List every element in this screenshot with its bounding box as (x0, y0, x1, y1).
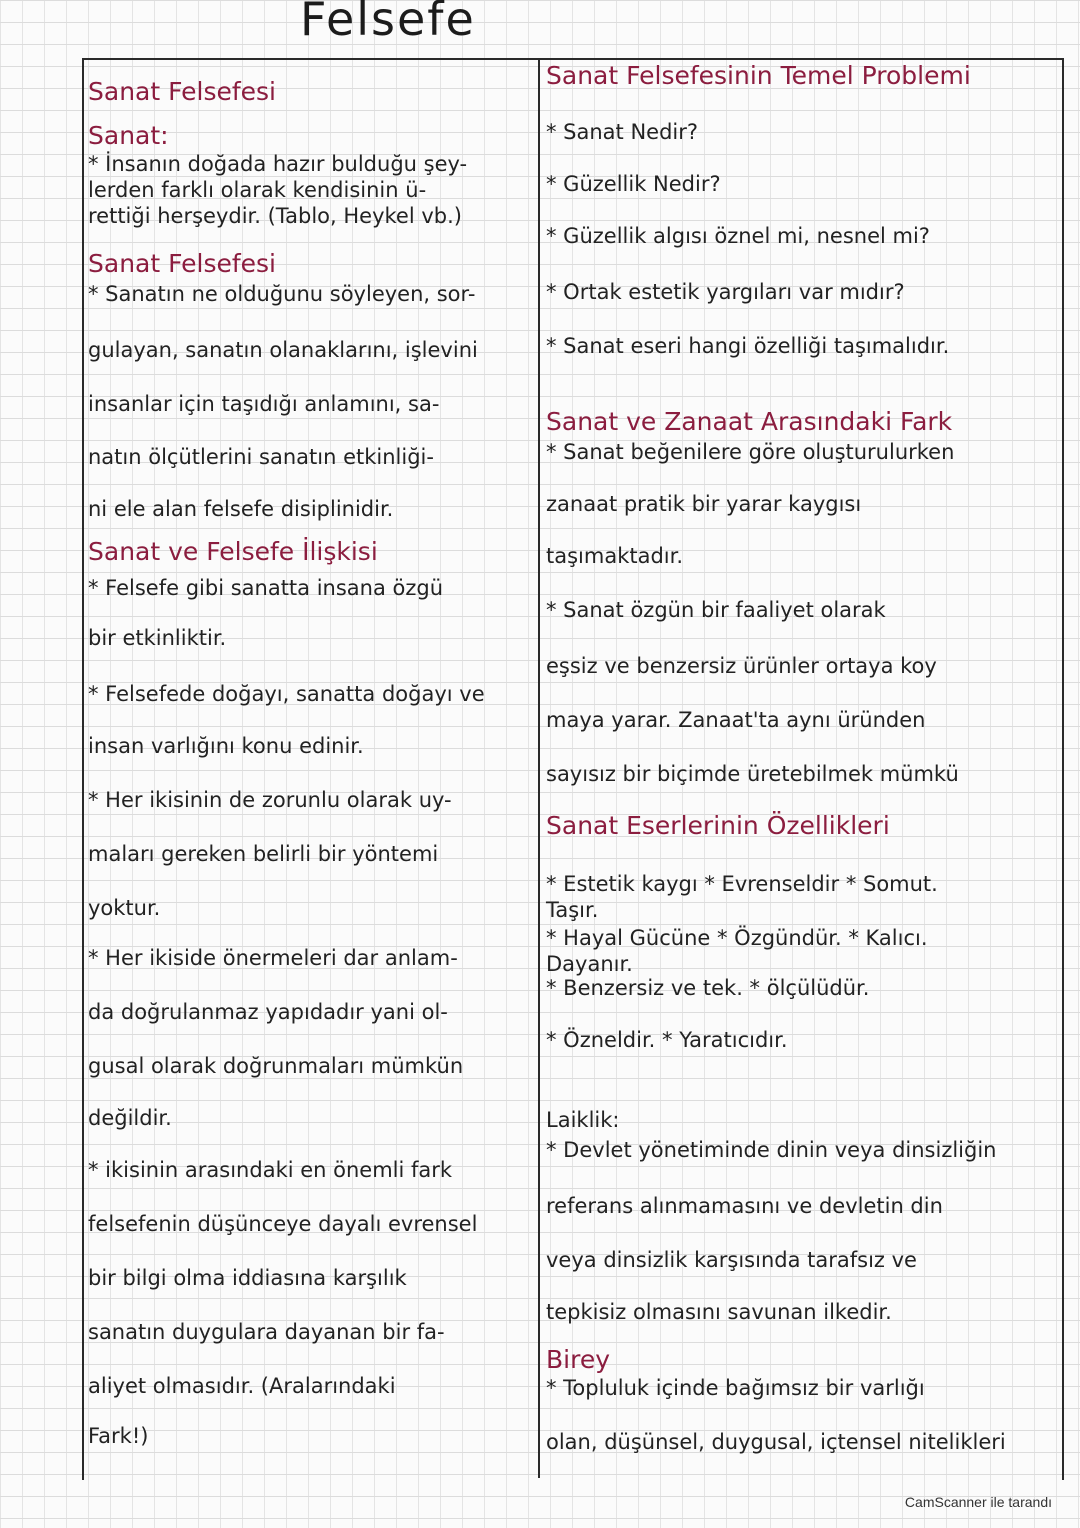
note-line: değildir. (88, 1106, 172, 1130)
section-heading: Sanat Felsefesinin Temel Problemi (546, 61, 971, 90)
note-line: insanlar için taşıdığı anlamını, sa- (88, 392, 440, 416)
note-line: bir bilgi olma iddiasına karşılık (88, 1266, 407, 1290)
note-line: olan, düşünsel, duygusal, içtensel nitelikleri (546, 1430, 1006, 1454)
note-line: ni ele alan felsefe disiplinidir. (88, 497, 394, 521)
note-line: aliyet olmasıdır. (Aralarındaki (88, 1374, 396, 1398)
note-line: * Benzersiz ve tek. * ölçülüdür. (546, 976, 870, 1000)
section-heading: Sanat: (88, 121, 169, 150)
note-line: insan varlığını konu edinir. (88, 734, 364, 758)
note-line: * Güzellik Nedir? (546, 172, 721, 196)
note-line: zanaat pratik bir yarar kaygısı (546, 492, 862, 516)
note-line: natın ölçütlerini sanatın etkinliği- (88, 445, 434, 469)
note-line: gulayan, sanatın olanaklarını, işlevini (88, 338, 478, 362)
note-line: * Özneldir. * Yaratıcıdır. (546, 1028, 788, 1052)
note-line: eşsiz ve benzersiz ürünler ortaya koy (546, 654, 937, 678)
note-line: * Estetik kaygı * Evrenseldir * Somut. (546, 872, 938, 896)
note-line: Fark!) (88, 1424, 149, 1448)
note-line: veya dinsizlik karşısında tarafsız ve (546, 1248, 917, 1272)
note-line: * Ortak estetik yargıları var mıdır? (546, 280, 905, 304)
note-line: * Sanatın ne olduğunu söyleyen, sor- (88, 282, 476, 306)
note-line: * Her ikisinin de zorunlu olarak uy- (88, 788, 452, 812)
note-line: yoktur. (88, 896, 161, 920)
note-line: * Güzellik algısı öznel mi, nesnel mi? (546, 224, 930, 248)
page-title: Felsefe (300, 0, 476, 46)
note-line: * İnsanın doğada hazır bulduğu şey- (88, 152, 468, 176)
section-heading: Sanat Felsefesi (88, 77, 277, 106)
column-divider (538, 58, 540, 1478)
note-line: tepkisiz olmasını savunan ilkedir. (546, 1300, 892, 1324)
section-heading: Sanat Felsefesi (88, 249, 277, 278)
note-line: maya yarar. Zanaat'ta aynı üründen (546, 708, 926, 732)
scanner-watermark: CamScanner ile tarandı (904, 1494, 1052, 1510)
note-line: * Sanat eseri hangi özelliği taşımalıdır. (546, 334, 950, 358)
note-line: * Sanat beğenilere göre oluşturulurken (546, 440, 955, 464)
note-line: felsefenin düşünceye dayalı evrensel (88, 1212, 478, 1236)
note-line: rettiği herşeydir. (Tablo, Heykel vb.) (88, 204, 462, 228)
note-line: Taşır. (546, 898, 599, 922)
note-line: * Sanat özgün bir faaliyet olarak (546, 598, 886, 622)
note-line: sayısız bir biçimde üretebilmek mümkü (546, 762, 959, 786)
note-line: taşımaktadır. (546, 544, 684, 568)
section-heading: Sanat ve Felsefe İlişkisi (88, 537, 378, 566)
note-line: sanatın duygulara dayanan bir fa- (88, 1320, 445, 1344)
section-heading: Sanat Eserlerinin Özellikleri (546, 811, 890, 840)
note-line: referans alınmamasını ve devletin din (546, 1194, 943, 1218)
note-line: * Felsefe gibi sanatta insana özgü (88, 576, 444, 600)
note-line: * Topluluk içinde bağımsız bir varlığı (546, 1376, 925, 1400)
section-heading: Sanat ve Zanaat Arasındaki Fark (546, 407, 953, 436)
note-line: bir etkinliktir. (88, 626, 227, 650)
note-line: lerden farklı olarak kendisinin ü- (88, 178, 427, 202)
note-line: gusal olarak doğrunmaları mümkün (88, 1054, 464, 1078)
note-line: * Hayal Gücüne * Özgündür. * Kalıcı. (546, 926, 928, 950)
note-line: da doğrulanmaz yapıdadır yani ol- (88, 1000, 448, 1024)
note-line: * ikisinin arasındaki en önemli fark (88, 1158, 453, 1182)
note-line: * Sanat Nedir? (546, 120, 699, 144)
note-line: * Devlet yönetiminde dinin veya dinsizliğin (546, 1138, 997, 1162)
note-line: Dayanır. (546, 952, 633, 976)
note-line: Laiklik: (546, 1108, 620, 1132)
note-line: * Her ikiside önermeleri dar anlam- (88, 946, 458, 970)
note-line: maları gereken belirli bir yöntemi (88, 842, 439, 866)
note-line: * Felsefede doğayı, sanatta doğayı ve (88, 682, 485, 706)
section-heading: Birey (546, 1345, 611, 1374)
